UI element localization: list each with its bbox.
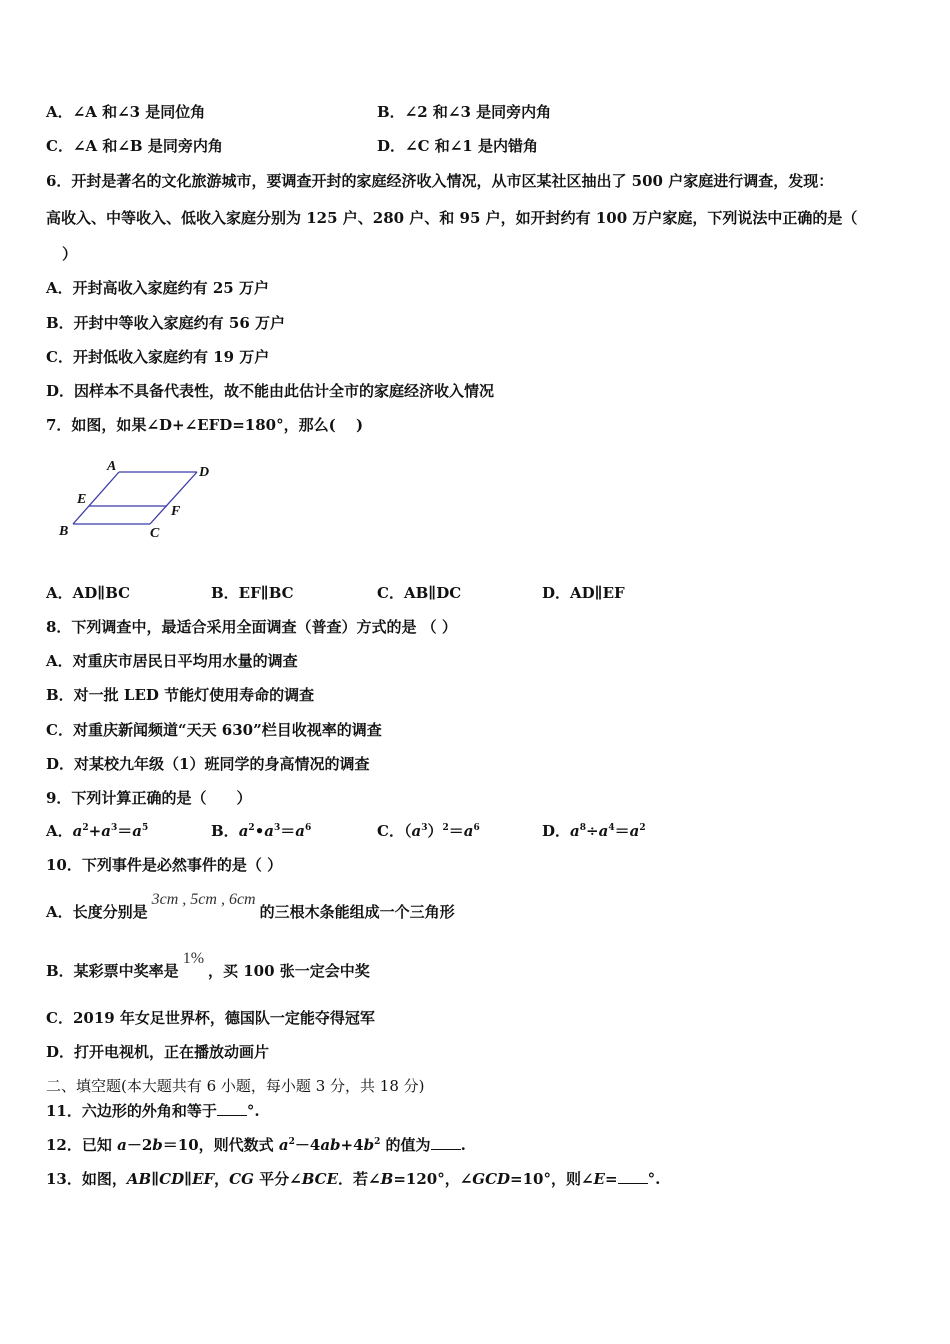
q11-blank — [217, 1101, 247, 1116]
q8-option-b: B．对一批 LED 节能灯使用寿命的调查 — [46, 686, 315, 704]
q6-option-c: C．开封低收入家庭约有 19 万户 — [46, 348, 270, 366]
q7-option-d: D．AD∥EF — [542, 584, 625, 602]
q10-option-b: B．某彩票中奖率是1%，买 100 张一定会中奖 — [46, 950, 370, 980]
q9-option-a: A．$a^2+a^3=a^5$ — [46, 822, 149, 840]
label-b: B — [59, 524, 69, 539]
label-f: F — [171, 504, 181, 519]
q8-stem: 8．下列调查中，最适合采用全面调查（普查）方式的是 （ ） — [46, 618, 457, 636]
q7-stem: 7．如图，如果∠D+∠EFD=180°，那么( ) — [46, 416, 364, 434]
q12: 12．已知 a－2b＝10，则代数式 $a^2-4ab+4b^2$ 的值为 . — [46, 1136, 466, 1154]
q6-stem-line2: 高收入、中等收入、低收入家庭分别为 125 户、280 户、和 95 户，如开封约有 100 万户家庭，下列说法中正确的是（ — [46, 209, 858, 227]
q9-option-c: C．$(a^3)^2=a^6$ — [377, 822, 480, 840]
q7-option-c: C．AB∥DC — [377, 584, 462, 602]
label-e: E — [77, 492, 87, 507]
q6-stem-line1: 6．开封是著名的文化旅游城市，要调查开封的家庭经济收入情况，从市区某社区抽出了 500 户家庭进行调查，发现： — [46, 172, 834, 190]
q10-option-c: C．2019 年女足世界杯，德国队一定能夺得冠军 — [46, 1009, 375, 1027]
q5-option-c: C．∠A 和∠B 是同旁内角 — [46, 137, 223, 155]
q8-option-c: C．对重庆新闻频道“天天 630”栏目收视率的调查 — [46, 721, 382, 739]
q8-option-a: A．对重庆市居民日平均用水量的调查 — [46, 652, 298, 670]
label-d: D — [199, 465, 210, 480]
q5-option-d: D．∠C 和∠1 是内错角 — [377, 137, 538, 155]
section2-title: 二、填空题(本大题共有 6 小题，每小题 3 分，共 18 分) — [46, 1077, 425, 1095]
q9-option-d: D．$a^8\div a^4=a^2$ — [542, 822, 646, 840]
q7-option-b: B．EF∥BC — [211, 584, 294, 602]
q10-option-a-lengths: 3cm , 5cm , 6cm — [151, 891, 256, 908]
q10-option-b-rate: 1% — [182, 950, 205, 967]
q5-option-b: B．∠2 和∠3 是同旁内角 — [377, 103, 552, 121]
q9-stem: 9．下列计算正确的是（ ） — [46, 789, 252, 807]
q10-option-d: D．打开电视机，正在播放动画片 — [46, 1043, 270, 1061]
q6-option-a: A．开封高收入家庭约有 25 万户 — [46, 279, 269, 297]
q12-blank — [431, 1135, 461, 1150]
label-a: A — [107, 459, 117, 474]
q11: 11．六边形的外角和等于 °. — [46, 1102, 260, 1120]
label-c: C — [150, 526, 160, 541]
q9-option-b: B．$a^2•a^3=a^6$ — [211, 822, 312, 840]
q6-stem-line3: ） — [62, 245, 78, 263]
q5-option-a: A．∠A 和∠3 是同位角 — [46, 103, 206, 121]
q6-option-b: B．开封中等收入家庭约有 56 万户 — [46, 314, 285, 332]
q7-figure — [55, 455, 225, 545]
q6-option-d: D．因样本不具备代表性，故不能由此估计全市的家庭经济收入情况 — [46, 382, 495, 400]
q8-option-d: D．对某校九年级（1）班同学的身高情况的调查 — [46, 755, 370, 773]
q13: 13．如图，AB∥CD∥EF，CG 平分∠BCE．若∠B=120°，∠GCD=10°，则∠E= °. — [46, 1170, 661, 1188]
q13-blank — [618, 1169, 648, 1184]
q10-stem: 10．下列事件是必然事件的是（ ） — [46, 856, 283, 874]
q7-option-a: A．AD∥BC — [46, 584, 131, 602]
q10-option-a: A．长度分别是3cm , 5cm , 6cm的三根木条能组成一个三角形 — [46, 891, 455, 921]
